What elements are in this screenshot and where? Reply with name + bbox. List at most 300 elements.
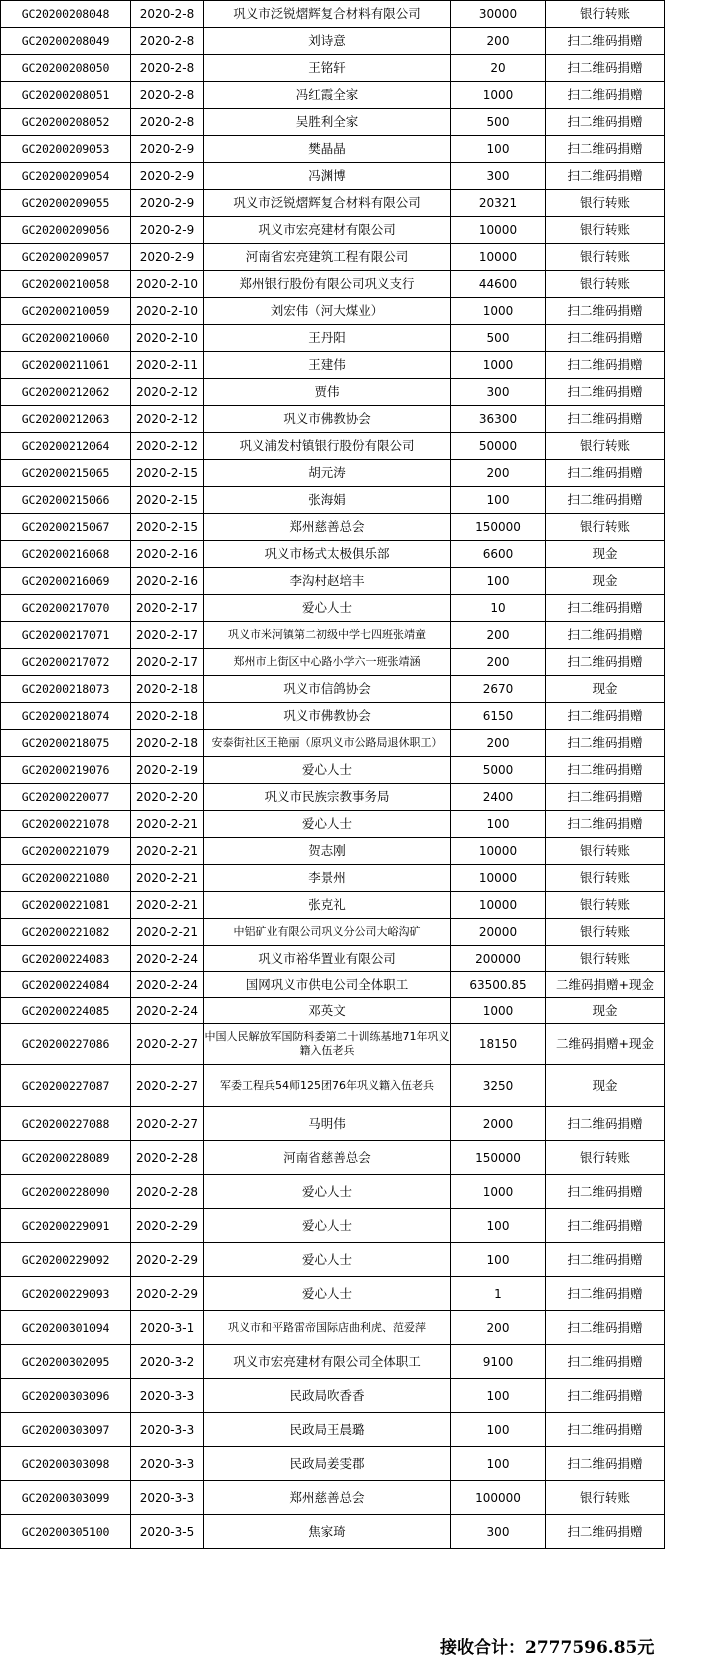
donation-id-cell: GC20200302095: [1, 1345, 131, 1379]
donation-amount-cell: 100: [451, 811, 546, 838]
donation-date-cell: 2020-2-15: [131, 460, 204, 487]
donor-name-cell: 巩义市泛锐熠辉复合材料有限公司: [204, 1, 451, 28]
table-row: [1, 757, 665, 784]
donor-name-cell: 邓英文: [204, 998, 451, 1024]
donation-method-cell: 扫二维码捐赠: [546, 82, 665, 109]
donation-table-body: [1, 1, 665, 1549]
donation-id-cell: GC20200215066: [1, 487, 131, 514]
donation-id-cell: GC20200229092: [1, 1243, 131, 1277]
donor-name-cell: 马明伟: [204, 1107, 451, 1141]
donation-date-cell: 2020-2-8: [131, 55, 204, 82]
donor-name-cell: 河南省慈善总会: [204, 1141, 451, 1175]
donation-method-cell: 现金: [546, 998, 665, 1024]
donation-amount-cell: 6600: [451, 541, 546, 568]
donation-method-cell: 银行转账: [546, 1481, 665, 1515]
donation-method-cell: 扫二维码捐赠: [546, 703, 665, 730]
donor-name-cell: 爱心人士: [204, 1277, 451, 1311]
donation-id-cell: GC20200218073: [1, 676, 131, 703]
donation-date-cell: 2020-2-9: [131, 190, 204, 217]
table-row: [1, 892, 665, 919]
donation-method-cell: 扫二维码捐赠: [546, 1175, 665, 1209]
donor-name-cell: 军委工程兵54师125团76年巩义籍入伍老兵: [204, 1065, 451, 1107]
donation-id-cell: GC20200227088: [1, 1107, 131, 1141]
donation-date-cell: 2020-2-24: [131, 972, 204, 998]
donation-amount-cell: 1000: [451, 82, 546, 109]
donation-id-cell: GC20200221082: [1, 919, 131, 946]
donation-date-cell: 2020-2-12: [131, 379, 204, 406]
donation-date-cell: 2020-2-8: [131, 28, 204, 55]
donation-id-cell: GC20200209053: [1, 136, 131, 163]
donation-date-cell: 2020-2-17: [131, 595, 204, 622]
donation-date-cell: 2020-2-19: [131, 757, 204, 784]
donor-name-cell: 贺志刚: [204, 838, 451, 865]
donation-date-cell: 2020-3-5: [131, 1515, 204, 1549]
donation-id-cell: GC20200221080: [1, 865, 131, 892]
donation-amount-cell: 1: [451, 1277, 546, 1311]
donation-method-cell: 扫二维码捐赠: [546, 1209, 665, 1243]
donation-date-cell: 2020-2-16: [131, 541, 204, 568]
table-row: [1, 838, 665, 865]
donor-name-cell: 巩义市杨式太极俱乐部: [204, 541, 451, 568]
donation-amount-cell: 300: [451, 379, 546, 406]
donor-name-cell: 李景州: [204, 865, 451, 892]
donation-method-cell: 扫二维码捐赠: [546, 487, 665, 514]
donation-date-cell: 2020-2-11: [131, 352, 204, 379]
donation-amount-cell: 200: [451, 1311, 546, 1345]
table-row: [1, 1515, 665, 1549]
donation-method-cell: 二维码捐赠+现金: [546, 1024, 665, 1065]
donation-date-cell: 2020-2-8: [131, 109, 204, 136]
donor-name-cell: 胡元涛: [204, 460, 451, 487]
donor-name-cell: 张克礼: [204, 892, 451, 919]
donor-name-cell: 郑州市上街区中心路小学六一班张靖涵: [204, 649, 451, 676]
donation-method-cell: 扫二维码捐赠: [546, 1345, 665, 1379]
donation-id-cell: GC20200227086: [1, 1024, 131, 1065]
donation-amount-cell: 20321: [451, 190, 546, 217]
donation-id-cell: GC20200208049: [1, 28, 131, 55]
donor-name-cell: 民政局吹香香: [204, 1379, 451, 1413]
donation-id-cell: GC20200209055: [1, 190, 131, 217]
donation-amount-cell: 500: [451, 109, 546, 136]
donation-method-cell: 扫二维码捐赠: [546, 109, 665, 136]
donation-method-cell: 现金: [546, 541, 665, 568]
donation-method-cell: 银行转账: [546, 244, 665, 271]
table-row: [1, 998, 665, 1024]
donation-amount-cell: 100: [451, 136, 546, 163]
donation-id-cell: GC20200221079: [1, 838, 131, 865]
donor-name-cell: 巩义市米河镇第二初级中学七四班张靖童: [204, 622, 451, 649]
donor-name-cell: 中铝矿业有限公司巩义分公司大峪沟矿: [204, 919, 451, 946]
donation-date-cell: 2020-2-28: [131, 1141, 204, 1175]
table-row: [1, 1311, 665, 1345]
donation-amount-cell: 150000: [451, 1141, 546, 1175]
donation-method-cell: 扫二维码捐赠: [546, 325, 665, 352]
donation-id-cell: GC20200227087: [1, 1065, 131, 1107]
table-row: [1, 676, 665, 703]
donor-name-cell: 樊晶晶: [204, 136, 451, 163]
donor-name-cell: 巩义市和平路雷帝国际店曲利虎、范爱萍: [204, 1311, 451, 1345]
donation-date-cell: 2020-2-27: [131, 1065, 204, 1107]
donation-method-cell: 扫二维码捐赠: [546, 784, 665, 811]
donation-date-cell: 2020-2-21: [131, 892, 204, 919]
table-row: [1, 244, 665, 271]
table-row: [1, 972, 665, 998]
donation-id-cell: GC20200208052: [1, 109, 131, 136]
donation-date-cell: 2020-2-16: [131, 568, 204, 595]
table-row: [1, 811, 665, 838]
donation-amount-cell: 10000: [451, 892, 546, 919]
donation-method-cell: 扫二维码捐赠: [546, 1379, 665, 1413]
table-row: [1, 460, 665, 487]
donation-id-cell: GC20200208048: [1, 1, 131, 28]
donation-date-cell: 2020-2-18: [131, 703, 204, 730]
donation-amount-cell: 100: [451, 568, 546, 595]
table-row: [1, 190, 665, 217]
table-row: [1, 379, 665, 406]
donation-method-cell: 扫二维码捐赠: [546, 622, 665, 649]
donation-date-cell: 2020-2-17: [131, 622, 204, 649]
donation-id-cell: GC20200303098: [1, 1447, 131, 1481]
donation-method-cell: 银行转账: [546, 1, 665, 28]
donation-amount-cell: 200: [451, 730, 546, 757]
donation-amount-cell: 36300: [451, 406, 546, 433]
donation-date-cell: 2020-3-1: [131, 1311, 204, 1345]
donation-amount-cell: 10: [451, 595, 546, 622]
donation-date-cell: 2020-2-28: [131, 1175, 204, 1209]
donation-method-cell: 扫二维码捐赠: [546, 649, 665, 676]
donation-amount-cell: 200: [451, 622, 546, 649]
table-row: [1, 595, 665, 622]
donation-date-cell: 2020-2-21: [131, 865, 204, 892]
donation-amount-cell: 200: [451, 460, 546, 487]
donation-id-cell: GC20200218075: [1, 730, 131, 757]
donor-name-cell: 焦家琦: [204, 1515, 451, 1549]
donation-amount-cell: 10000: [451, 865, 546, 892]
donation-id-cell: GC20200210059: [1, 298, 131, 325]
donation-id-cell: GC20200212064: [1, 433, 131, 460]
donation-method-cell: 扫二维码捐赠: [546, 1413, 665, 1447]
donation-id-cell: GC20200208050: [1, 55, 131, 82]
table-row: [1, 217, 665, 244]
table-row: [1, 946, 665, 972]
donor-name-cell: 张海娟: [204, 487, 451, 514]
donation-date-cell: 2020-2-9: [131, 244, 204, 271]
donation-amount-cell: 44600: [451, 271, 546, 298]
table-row: [1, 406, 665, 433]
donation-date-cell: 2020-3-3: [131, 1481, 204, 1515]
donation-method-cell: 现金: [546, 568, 665, 595]
donation-date-cell: 2020-2-18: [131, 676, 204, 703]
donation-date-cell: 2020-2-9: [131, 217, 204, 244]
donation-amount-cell: 63500.85: [451, 972, 546, 998]
donation-method-cell: 扫二维码捐赠: [546, 379, 665, 406]
donation-method-cell: 扫二维码捐赠: [546, 730, 665, 757]
donation-method-cell: 扫二维码捐赠: [546, 1515, 665, 1549]
donation-id-cell: GC20200212063: [1, 406, 131, 433]
donation-amount-cell: 9100: [451, 1345, 546, 1379]
donor-name-cell: 王建伟: [204, 352, 451, 379]
donation-id-cell: GC20200301094: [1, 1311, 131, 1345]
donation-id-cell: GC20200228089: [1, 1141, 131, 1175]
donation-amount-cell: 50000: [451, 433, 546, 460]
donor-name-cell: 河南省宏亮建筑工程有限公司: [204, 244, 451, 271]
donation-date-cell: 2020-2-29: [131, 1209, 204, 1243]
donation-method-cell: 银行转账: [546, 271, 665, 298]
donation-id-cell: GC20200211061: [1, 352, 131, 379]
donation-method-cell: 扫二维码捐赠: [546, 55, 665, 82]
donation-id-cell: GC20200215067: [1, 514, 131, 541]
table-row: [1, 622, 665, 649]
table-row: [1, 1107, 665, 1141]
table-row: [1, 1447, 665, 1481]
donation-date-cell: 2020-2-21: [131, 838, 204, 865]
donation-id-cell: GC20200209054: [1, 163, 131, 190]
table-row: [1, 919, 665, 946]
donor-name-cell: 王铭轩: [204, 55, 451, 82]
donor-name-cell: 民政局姜雯郡: [204, 1447, 451, 1481]
donation-method-cell: 扫二维码捐赠: [546, 757, 665, 784]
table-row: [1, 865, 665, 892]
table-row: [1, 541, 665, 568]
donor-name-cell: 巩义市佛教协会: [204, 703, 451, 730]
donation-amount-cell: 1000: [451, 298, 546, 325]
table-row: [1, 1379, 665, 1413]
donor-name-cell: 中国人民解放军国防科委第二十训练基地71年巩义籍入伍老兵: [204, 1024, 451, 1065]
donation-amount-cell: 100000: [451, 1481, 546, 1515]
table-row: [1, 784, 665, 811]
donation-date-cell: 2020-2-20: [131, 784, 204, 811]
donation-amount-cell: 6150: [451, 703, 546, 730]
donation-id-cell: GC20200220077: [1, 784, 131, 811]
donation-method-cell: 二维码捐赠+现金: [546, 972, 665, 998]
table-row: [1, 1243, 665, 1277]
donor-name-cell: 吴胜利全家: [204, 109, 451, 136]
donation-date-cell: 2020-3-2: [131, 1345, 204, 1379]
donation-date-cell: 2020-2-17: [131, 649, 204, 676]
donation-id-cell: GC20200219076: [1, 757, 131, 784]
donation-date-cell: 2020-2-27: [131, 1024, 204, 1065]
donation-id-cell: GC20200216069: [1, 568, 131, 595]
donor-name-cell: 国网巩义市供电公司全体职工: [204, 972, 451, 998]
donation-method-cell: 银行转账: [546, 919, 665, 946]
table-row: [1, 703, 665, 730]
donation-amount-cell: 100: [451, 1447, 546, 1481]
table-row: [1, 1481, 665, 1515]
donation-id-cell: GC20200209057: [1, 244, 131, 271]
donation-date-cell: 2020-2-15: [131, 487, 204, 514]
table-row: [1, 649, 665, 676]
donation-method-cell: 银行转账: [546, 892, 665, 919]
donation-date-cell: 2020-3-3: [131, 1413, 204, 1447]
donor-name-cell: 巩义市佛教协会: [204, 406, 451, 433]
table-row: [1, 1141, 665, 1175]
donor-name-cell: 郑州慈善总会: [204, 514, 451, 541]
donation-method-cell: 扫二维码捐赠: [546, 1277, 665, 1311]
donation-method-cell: 扫二维码捐赠: [546, 163, 665, 190]
donation-method-cell: 银行转账: [546, 865, 665, 892]
donor-name-cell: 李沟村赵培丰: [204, 568, 451, 595]
table-row: [1, 433, 665, 460]
table-row: [1, 730, 665, 757]
donor-name-cell: 爱心人士: [204, 757, 451, 784]
donation-date-cell: 2020-3-3: [131, 1447, 204, 1481]
donation-amount-cell: 1000: [451, 1175, 546, 1209]
donation-amount-cell: 20: [451, 55, 546, 82]
donation-date-cell: 2020-2-8: [131, 82, 204, 109]
donation-id-cell: GC20200221078: [1, 811, 131, 838]
donation-date-cell: 2020-2-21: [131, 811, 204, 838]
donation-amount-cell: 2670: [451, 676, 546, 703]
table-row: [1, 1065, 665, 1107]
donation-method-cell: 扫二维码捐赠: [546, 1243, 665, 1277]
donation-id-cell: GC20200224083: [1, 946, 131, 972]
donation-amount-cell: 5000: [451, 757, 546, 784]
donation-method-cell: 扫二维码捐赠: [546, 352, 665, 379]
donation-id-cell: GC20200224084: [1, 972, 131, 998]
donation-date-cell: 2020-2-21: [131, 919, 204, 946]
donor-name-cell: 郑州慈善总会: [204, 1481, 451, 1515]
donation-date-cell: 2020-2-12: [131, 433, 204, 460]
donation-amount-cell: 100: [451, 1413, 546, 1447]
table-row: [1, 1345, 665, 1379]
table-row: [1, 1413, 665, 1447]
table-row: [1, 514, 665, 541]
donation-amount-cell: 100: [451, 1209, 546, 1243]
donation-amount-cell: 200000: [451, 946, 546, 972]
donation-date-cell: 2020-2-24: [131, 946, 204, 972]
donation-method-cell: 扫二维码捐赠: [546, 811, 665, 838]
donor-name-cell: 爱心人士: [204, 595, 451, 622]
donation-amount-cell: 200: [451, 28, 546, 55]
donation-id-cell: GC20200303097: [1, 1413, 131, 1447]
donor-name-cell: 巩义市宏亮建材有限公司全体职工: [204, 1345, 451, 1379]
donor-name-cell: 爱心人士: [204, 1243, 451, 1277]
donation-id-cell: GC20200216068: [1, 541, 131, 568]
donation-method-cell: 银行转账: [546, 217, 665, 244]
donation-amount-cell: 200: [451, 649, 546, 676]
donation-id-cell: GC20200218074: [1, 703, 131, 730]
donation-method-cell: 银行转账: [546, 514, 665, 541]
donation-id-cell: GC20200209056: [1, 217, 131, 244]
table-row: [1, 271, 665, 298]
donor-name-cell: 民政局王晨璐: [204, 1413, 451, 1447]
donation-method-cell: 银行转账: [546, 1141, 665, 1175]
donation-amount-cell: 10000: [451, 244, 546, 271]
donation-date-cell: 2020-2-10: [131, 325, 204, 352]
table-row: [1, 298, 665, 325]
donation-id-cell: GC20200221081: [1, 892, 131, 919]
donation-method-cell: 扫二维码捐赠: [546, 28, 665, 55]
donation-amount-cell: 100: [451, 487, 546, 514]
donor-name-cell: 巩义市泛锐熠辉复合材料有限公司: [204, 190, 451, 217]
table-row: [1, 28, 665, 55]
donor-name-cell: 冯红霞全家: [204, 82, 451, 109]
donation-amount-cell: 3250: [451, 1065, 546, 1107]
donor-name-cell: 巩义市信鸽协会: [204, 676, 451, 703]
donation-method-cell: 扫二维码捐赠: [546, 1447, 665, 1481]
total-received: 接收合计：2777596.85元: [440, 1638, 655, 1658]
donor-name-cell: 爱心人士: [204, 811, 451, 838]
donation-amount-cell: 18150: [451, 1024, 546, 1065]
donation-date-cell: 2020-2-18: [131, 730, 204, 757]
donation-date-cell: 2020-2-9: [131, 136, 204, 163]
donation-method-cell: 扫二维码捐赠: [546, 595, 665, 622]
donor-name-cell: 爱心人士: [204, 1209, 451, 1243]
donation-method-cell: 银行转账: [546, 433, 665, 460]
donor-name-cell: 冯渊博: [204, 163, 451, 190]
donation-id-cell: GC20200212062: [1, 379, 131, 406]
table-row: [1, 82, 665, 109]
donation-method-cell: 扫二维码捐赠: [546, 136, 665, 163]
donor-name-cell: 安泰街社区王艳丽（原巩义市公路局退休职工）: [204, 730, 451, 757]
donation-date-cell: 2020-2-29: [131, 1277, 204, 1311]
table-row: [1, 136, 665, 163]
donor-name-cell: 刘诗意: [204, 28, 451, 55]
donation-id-cell: GC20200303099: [1, 1481, 131, 1515]
donation-id-cell: GC20200305100: [1, 1515, 131, 1549]
donation-method-cell: 银行转账: [546, 838, 665, 865]
donation-date-cell: 2020-2-29: [131, 1243, 204, 1277]
table-row: [1, 325, 665, 352]
donor-name-cell: 巩义浦发村镇银行股份有限公司: [204, 433, 451, 460]
donation-amount-cell: 100: [451, 1243, 546, 1277]
donation-date-cell: 2020-3-3: [131, 1379, 204, 1413]
donation-method-cell: 银行转账: [546, 946, 665, 972]
donation-id-cell: GC20200303096: [1, 1379, 131, 1413]
table-row: [1, 568, 665, 595]
table-row: [1, 1024, 665, 1065]
donor-name-cell: 巩义市民族宗教事务局: [204, 784, 451, 811]
donor-name-cell: 巩义市宏亮建材有限公司: [204, 217, 451, 244]
donation-amount-cell: 100: [451, 1379, 546, 1413]
donation-method-cell: 银行转账: [546, 190, 665, 217]
donation-amount-cell: 1000: [451, 352, 546, 379]
donor-name-cell: 刘宏伟（河大煤业）: [204, 298, 451, 325]
table-row: [1, 352, 665, 379]
donation-id-cell: GC20200215065: [1, 460, 131, 487]
donation-amount-cell: 150000: [451, 514, 546, 541]
donation-date-cell: 2020-2-12: [131, 406, 204, 433]
donation-date-cell: 2020-2-8: [131, 1, 204, 28]
donor-name-cell: 王丹阳: [204, 325, 451, 352]
donation-method-cell: 扫二维码捐赠: [546, 1107, 665, 1141]
donation-amount-cell: 300: [451, 1515, 546, 1549]
donation-method-cell: 扫二维码捐赠: [546, 1311, 665, 1345]
donation-id-cell: GC20200210060: [1, 325, 131, 352]
donor-name-cell: 爱心人士: [204, 1175, 451, 1209]
donation-id-cell: GC20200229093: [1, 1277, 131, 1311]
donation-amount-cell: 10000: [451, 217, 546, 244]
donation-id-cell: GC20200217071: [1, 622, 131, 649]
donation-id-cell: GC20200210058: [1, 271, 131, 298]
donation-method-cell: 现金: [546, 1065, 665, 1107]
table-row: [1, 55, 665, 82]
donation-id-cell: GC20200217072: [1, 649, 131, 676]
donation-id-cell: GC20200224085: [1, 998, 131, 1024]
donation-method-cell: 扫二维码捐赠: [546, 406, 665, 433]
donation-amount-cell: 10000: [451, 838, 546, 865]
table-row: [1, 1, 665, 28]
table-row: [1, 1209, 665, 1243]
table-row: [1, 487, 665, 514]
table-row: [1, 1175, 665, 1209]
donor-name-cell: 郑州银行股份有限公司巩义支行: [204, 271, 451, 298]
donation-date-cell: 2020-2-10: [131, 298, 204, 325]
donor-name-cell: 巩义市裕华置业有限公司: [204, 946, 451, 972]
donation-method-cell: 现金: [546, 676, 665, 703]
donation-amount-cell: 300: [451, 163, 546, 190]
donation-date-cell: 2020-2-10: [131, 271, 204, 298]
